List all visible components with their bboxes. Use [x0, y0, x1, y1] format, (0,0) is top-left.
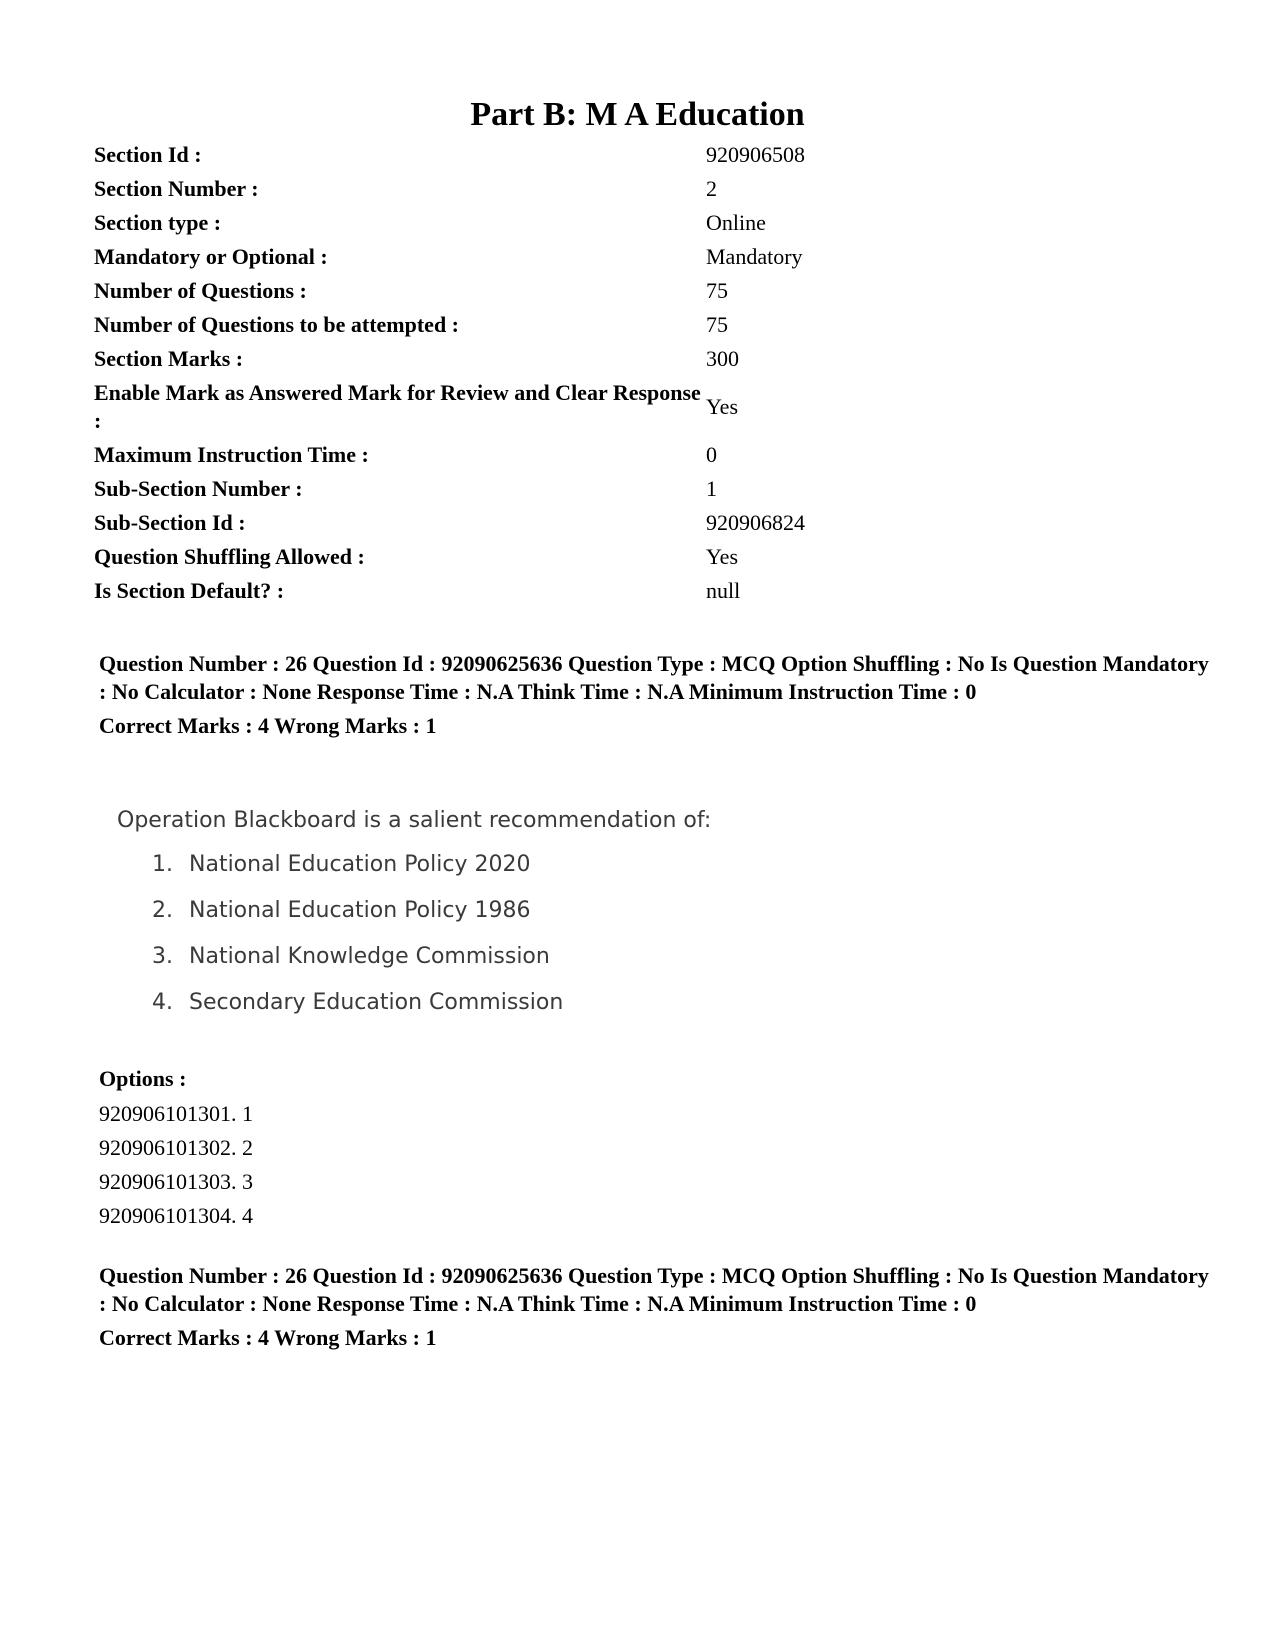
- section-detail-value: 920906508: [706, 142, 805, 167]
- choice-text: Secondary Education Commission: [189, 990, 564, 1015]
- question-choice: [117, 896, 737, 942]
- section-detail-row: [94, 540, 1204, 574]
- question-marks: Correct Marks : 4 Wrong Marks : 1: [99, 1325, 437, 1350]
- section-detail-label: Maximum Instruction Time :: [94, 442, 369, 467]
- section-detail-label: Sub-Section Id :: [94, 510, 246, 535]
- options-block: [99, 1063, 253, 1233]
- section-detail-label: Mandatory or Optional :: [94, 244, 328, 269]
- section-detail-row: [94, 240, 1204, 274]
- section-detail-label: Number of Questions to be attempted :: [94, 312, 460, 337]
- section-detail-row: [94, 506, 1204, 540]
- question-choice: [117, 988, 737, 1034]
- choice-number: 2.: [152, 898, 173, 923]
- section-detail-value: 920906824: [706, 510, 805, 535]
- section-detail-row: [94, 274, 1204, 308]
- section-detail-value: Online: [706, 210, 766, 235]
- choice-number: 3.: [152, 944, 173, 969]
- section-detail-value: 300: [706, 346, 739, 371]
- section-detail-row: [94, 438, 1204, 472]
- section-detail-label: Section Marks :: [94, 346, 244, 371]
- question-choice: [117, 942, 737, 988]
- section-detail-row: [94, 342, 1204, 376]
- section-details-table: [94, 138, 1204, 608]
- section-detail-value: 1: [706, 476, 717, 501]
- question-choice: [117, 850, 737, 896]
- section-detail-label: Number of Questions :: [94, 278, 307, 303]
- question-header-block: [99, 650, 1209, 740]
- section-detail-label: Sub-Section Number :: [94, 476, 303, 501]
- section-detail-label: Section type :: [94, 210, 222, 235]
- question-meta: Question Number : 26 Question Id : 92090625636 Question Type : MCQ Option Shuffling : No Is Question Mandatory : No Calculator : None Response Time : N.A Think Time : N.A Minimum Instruction Time : 0: [99, 651, 1209, 704]
- section-detail-label: Section Number :: [94, 176, 259, 201]
- option-item: 920906101303. 3: [99, 1169, 253, 1194]
- section-detail-row: [94, 138, 1204, 172]
- options-label: Options :: [99, 1066, 187, 1091]
- section-detail-value: 2: [706, 176, 717, 201]
- section-detail-label: Is Section Default? :: [94, 578, 285, 603]
- page-title: Part B: M A Education: [470, 96, 805, 133]
- section-detail-value: 75: [706, 312, 728, 337]
- section-detail-row: [94, 308, 1204, 342]
- section-detail-value: 0: [706, 442, 717, 467]
- question-choice-list: [117, 850, 737, 1034]
- question-meta: Question Number : 26 Question Id : 92090625636 Question Type : MCQ Option Shuffling : No Is Question Mandatory : No Calculator : None Response Time : N.A Think Time : N.A Minimum Instruction Time : 0: [99, 1263, 1209, 1316]
- choice-text: National Education Policy 2020: [189, 852, 531, 877]
- question-marks: Correct Marks : 4 Wrong Marks : 1: [99, 713, 437, 738]
- option-item: 920906101301. 1: [99, 1101, 253, 1126]
- choice-text: National Education Policy 1986: [189, 898, 531, 923]
- section-detail-value: Yes: [706, 544, 739, 569]
- question-header-block: [99, 1262, 1209, 1352]
- section-detail-row: [94, 172, 1204, 206]
- option-item: 920906101304. 4: [99, 1203, 253, 1228]
- section-detail-row: [94, 376, 1204, 438]
- section-detail-value: Yes: [706, 394, 739, 419]
- section-detail-value: Mandatory: [706, 244, 803, 269]
- section-detail-value: 75: [706, 278, 728, 303]
- section-detail-row: [94, 574, 1204, 608]
- section-detail-label: Section Id :: [94, 142, 202, 167]
- section-detail-row: [94, 206, 1204, 240]
- section-detail-value: null: [706, 578, 741, 603]
- section-detail-label: Enable Mark as Answered Mark for Review and Clear Response :: [94, 380, 701, 433]
- choice-number: 1.: [152, 852, 173, 877]
- option-item: 920906101302. 2: [99, 1135, 253, 1160]
- options-list: [99, 1097, 253, 1233]
- choice-number: 4.: [152, 990, 173, 1015]
- section-detail-label: Question Shuffling Allowed :: [94, 544, 365, 569]
- choice-text: National Knowledge Commission: [189, 944, 550, 969]
- question-text: Operation Blackboard is a salient recommendation of:: [117, 808, 712, 833]
- section-detail-row: [94, 472, 1204, 506]
- question-content: [117, 806, 737, 1034]
